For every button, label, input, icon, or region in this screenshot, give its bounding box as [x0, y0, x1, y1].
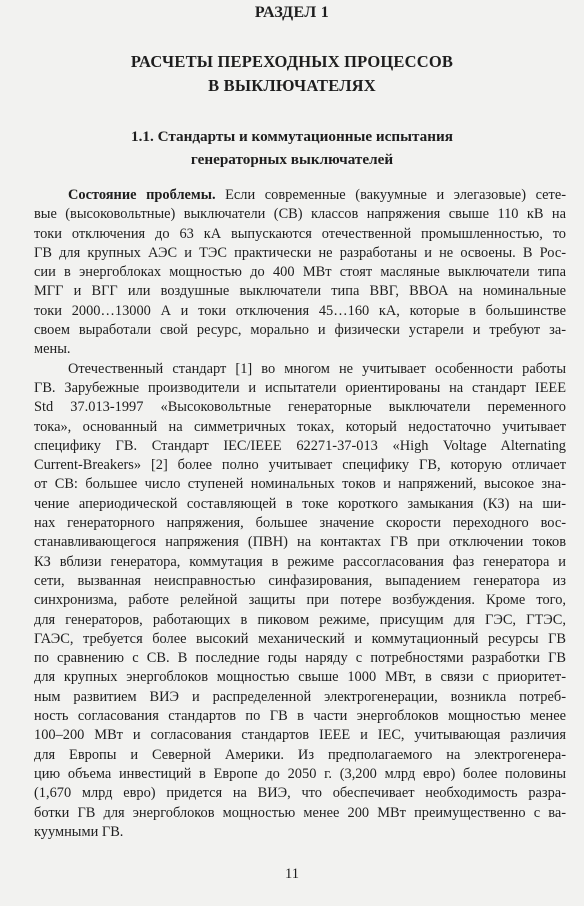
text-line [34, 765, 566, 784]
text-line [34, 514, 566, 533]
text-line-content: для генераторов, работающих в пиковом режиме, присущим для ГЭС, ГТЭС, [34, 611, 566, 628]
text-line [34, 746, 566, 765]
text-line [34, 360, 566, 379]
text-line-content: 100–200 МВт и согласования стандартов IEEE и IEC, учитывающая различия [34, 727, 566, 744]
text-line [34, 205, 566, 224]
text-line [34, 726, 566, 745]
text-line-content: синхронизма, работе релейной защиты при потере возбуждения. Кроме того, [34, 592, 566, 609]
text-line-content: ность согласования стандартов по ГВ в части энергоблоков мощностью менее [34, 708, 566, 725]
text-line-content: для Европы и Северной Америки. Из предполагаемого на электрогенера- [34, 746, 566, 763]
text-line-content: по сравнению с СВ. В последние годы наряду с потребностями разработки ГВ [34, 650, 566, 667]
text-line [34, 418, 566, 437]
text-line [34, 282, 566, 301]
text-line [34, 398, 566, 417]
text-line [34, 186, 566, 205]
text-line-content: Current-Breakers» [2] более полно учитывает специфику ГВ, которую отличает [34, 457, 566, 474]
paragraph-1 [34, 186, 566, 360]
text-line [34, 244, 566, 263]
text-line-content: станавливающегося напряжения (ПВН) на контактах ГВ при отключении токов [34, 534, 566, 551]
text-line-content: ботки ГВ для энергоблоков мощностью менее 200 МВт преимущественно с ва- [34, 804, 566, 821]
text-line [34, 225, 566, 244]
text-line [34, 572, 566, 591]
chapter-title-line-1: РАСЧЕТЫ ПЕРЕХОДНЫХ ПРОЦЕССОВ [130, 52, 454, 71]
text-line-content: ГВ. Зарубежные производители и испытатели ориентированы на стандарт IEEE [34, 379, 566, 396]
text-line [34, 533, 566, 552]
text-line [34, 302, 566, 321]
section-heading: РАЗДЕЛ 1 [254, 4, 330, 21]
text-line [34, 437, 566, 456]
paragraph-2 [34, 360, 566, 842]
text-line [34, 688, 566, 707]
text-line-content: нах генераторного напряжения, большее значение скорости переходного вос- [34, 515, 566, 532]
chapter-title-line-2: В ВЫКЛЮЧАТЕЛЯХ [208, 76, 376, 95]
text-line-content: (1,670 млрд евро) придется на ВИЭ, что обеспечивает необходимость разра- [34, 785, 566, 802]
page-number: 11 [285, 866, 299, 882]
text-line-content: чение апериодической составляющей в токе короткого замыкания (КЗ) на ши- [34, 495, 566, 512]
text-line-content: токи 2000…13000 А и токи отключения 45…160 кА, которые в большинстве [34, 302, 566, 319]
text-line [34, 804, 566, 823]
text-line-content: МГГ и ВГГ или воздушные выключатели типа ВВГ, ВВОА на номинальные [34, 283, 566, 300]
body-text [34, 186, 566, 842]
text-line [34, 707, 566, 726]
text-line-content: Std 37.013-1997 «Высоковольтные генераторные выключатели переменного [34, 399, 566, 416]
text-line [34, 553, 566, 572]
text-line [34, 611, 566, 630]
text-line [34, 263, 566, 282]
subsection-title-line-1: 1.1. Стандарты и коммутационные испытания [131, 128, 453, 145]
text-line-content: от СВ: большее число ступеней номинальных токов и напряжений, высокое зна- [34, 476, 566, 493]
subsection-title-line-2: генераторных выключателей [190, 151, 394, 168]
text-line [34, 321, 566, 340]
subsection-title [20, 125, 564, 171]
text-line-content: для крупных энергоблоков мощностью свыше 1000 МВт, в связи с приоритет- [34, 669, 566, 686]
text-line [34, 591, 566, 610]
text-line-content: сети, вызванная неисправностью синфазирования, выпадением генератора из [34, 572, 566, 589]
text-line-content: КЗ вблизи генератора, коммутация в режиме рассогласования фаз генератора и [34, 553, 566, 570]
text-line [34, 456, 566, 475]
text-line-content: специфику ГВ. Стандарт IEC/IEEE 62271-37-013 «High Voltage Alternating [34, 437, 566, 454]
text-line-content: ным развитием ВИЭ и распределенной электрогенерации, возникла потреб- [34, 688, 566, 705]
text-line-content: вые (высоковольтные) выключатели (СВ) классов напряжения свыше 110 кВ на [34, 206, 566, 223]
text-line [34, 475, 566, 494]
text-line [34, 495, 566, 514]
paragraph-lead: Состояние проблемы. [68, 187, 216, 203]
text-line [34, 340, 566, 359]
text-line-content: Если современные (вакуумные и элегазовые) сете- [215, 187, 566, 203]
text-line-content: цию объема инвестиций в Европе до 2050 г. (3,200 млрд евро) более половины [34, 765, 566, 782]
text-line-content: тока», основанный на симметричных токах, который недостаточно учитывает [34, 418, 566, 435]
text-line [34, 784, 566, 803]
text-line-content: куумными ГВ. [34, 823, 124, 840]
text-line [34, 649, 566, 668]
text-line [34, 379, 566, 398]
text-line-content: ГВ для крупных АЭС и ТЭС практически не разработаны и не освоены. В Рос- [34, 244, 566, 261]
text-line [34, 630, 566, 649]
text-line-content: токи отключения до 63 кА выпускаются отечественной промышленностью, то [34, 225, 566, 242]
text-line-content: своем выработали свой ресурс, морально и физически устарели и требуют за- [34, 322, 566, 339]
text-line-content: мены. [34, 341, 71, 358]
text-line-content: ГАЭС, требуется более высокий механический и коммутационный ресурсы ГВ [34, 630, 566, 647]
text-line [34, 823, 566, 842]
text-line [34, 668, 566, 687]
text-line-content: Отечественный стандарт [1] во многом не учитывает особенности работы [68, 360, 566, 377]
chapter-title [0, 50, 584, 98]
text-line-content: сии в энергоблоках мощностью до 400 МВт стоят масляные выключатели типа [34, 264, 566, 281]
